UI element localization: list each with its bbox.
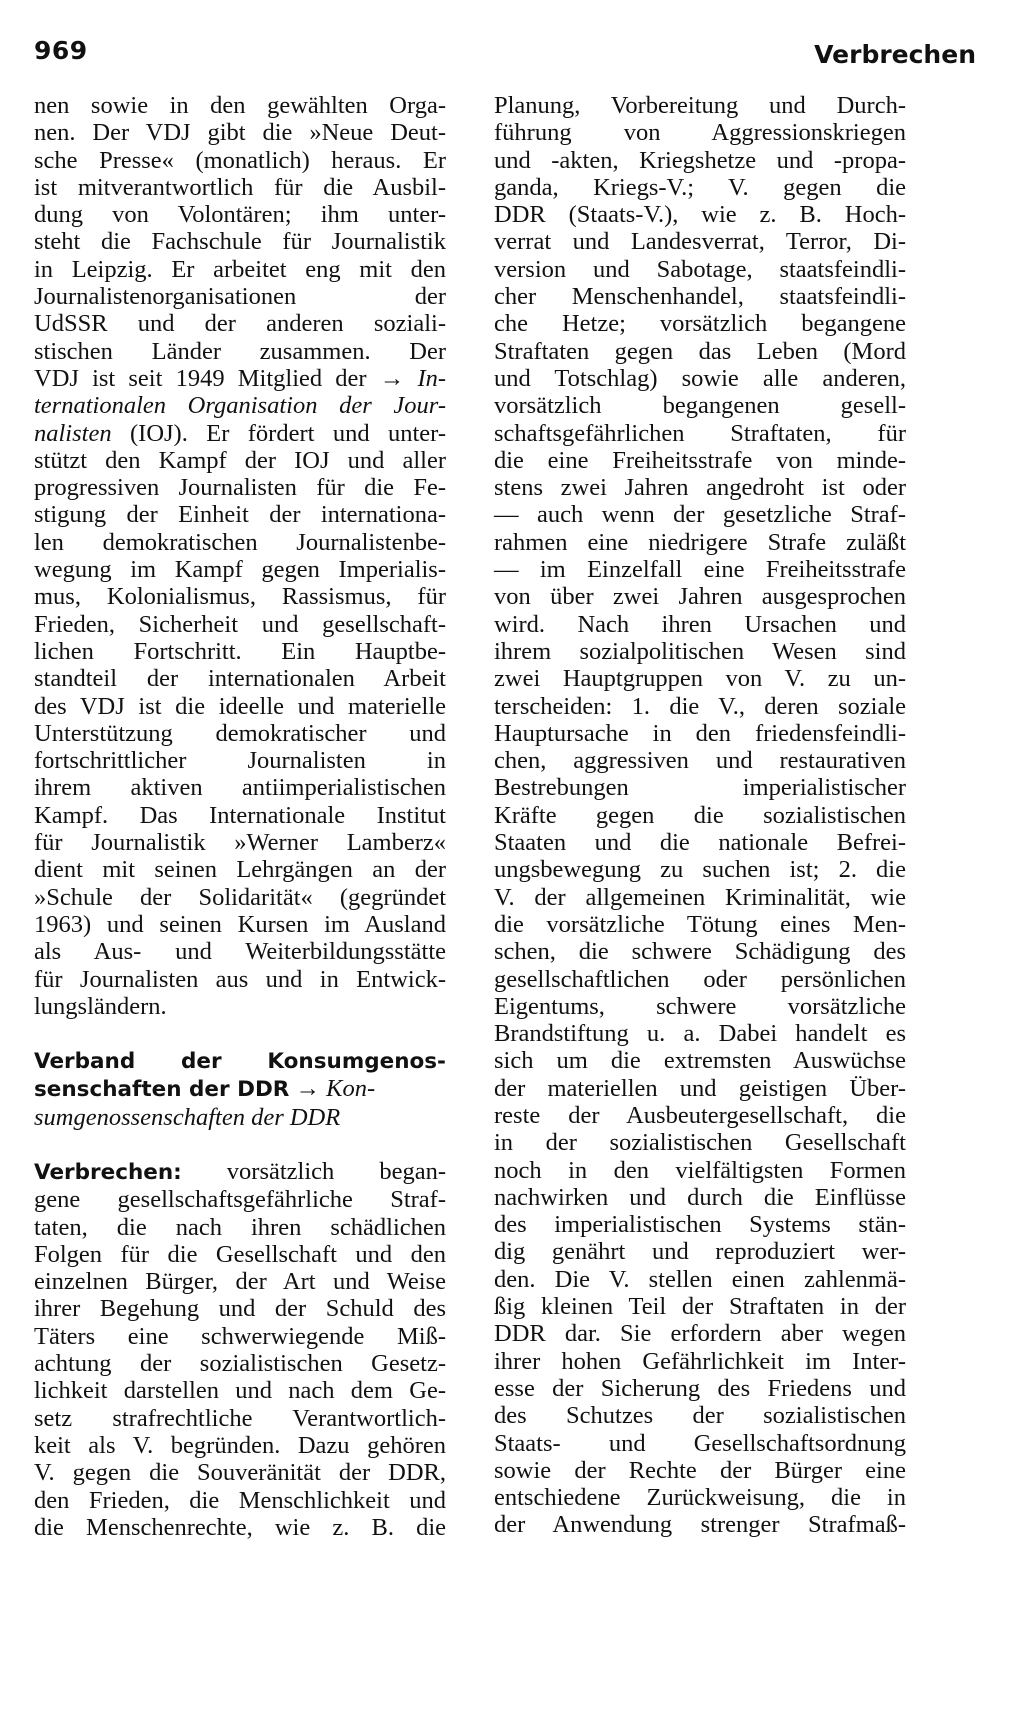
text-line: die eine Freiheitsstrafe von minde- — [494, 446, 906, 474]
konsum-entry — [34, 1047, 446, 1131]
text-line: Planung, Vorbereitung und Durch- — [494, 92, 906, 119]
text-line: ihrem aktiven antiimperialistischen — [34, 774, 446, 802]
text-line: ganda, Kriegs-V.; V. gegen die — [494, 173, 906, 201]
text-line: UdSSR und der anderen soziali- — [34, 310, 446, 338]
text-line: terscheiden: 1. die V., deren soziale — [494, 692, 906, 720]
text-line: Staaten und die nationale Befrei- — [494, 829, 906, 857]
page-header — [34, 36, 976, 76]
vdj-entry-continuation — [34, 92, 446, 1020]
text-line: ist mitverantwortlich für die Ausbil- — [34, 173, 446, 201]
text-line: führung von Aggressionskriegen — [494, 119, 906, 147]
text-line: vorsätzlich begangenen gesell- — [494, 392, 906, 420]
text-line: chen, aggressiven und restaurativen — [494, 747, 906, 775]
text-line: lichkeit darstellen und nach dem Ge- — [34, 1377, 446, 1405]
entry-spacer — [34, 1131, 446, 1158]
text-line: reste der Ausbeutergesellschaft, die — [494, 1101, 906, 1129]
text-line: von über zwei Jahren ausgesprochen — [494, 583, 906, 611]
text-line: ihrem sozialpolitischen Wesen sind — [494, 637, 906, 665]
text-line: dung von Volontären; ihm unter- — [34, 201, 446, 229]
text-line: des imperialistischen Systems stän- — [494, 1211, 906, 1239]
text-line: 1963) und seinen Kursen im Ausland — [34, 910, 446, 938]
verbrechen-entry — [34, 1158, 446, 1541]
text-line: Kräfte gegen die sozialistischen — [494, 801, 906, 829]
text-line: und -akten, Kriegshetze und -propa- — [494, 146, 906, 174]
entry-headword: Verbrechen: — [34, 1159, 182, 1185]
ioj-cross-reference[interactable]: In- — [417, 364, 447, 392]
text-line: lichen Fortschritt. Ein Hauptbe- — [34, 637, 446, 665]
konsum-cross-reference[interactable]: Kon- — [326, 1075, 376, 1103]
text-line: ßig kleinen Teil der Straftaten in der — [494, 1293, 906, 1321]
text-line: sich um die extremsten Auswüchse — [494, 1047, 906, 1075]
entry-headword: Verband der Konsumgenos- — [34, 1049, 446, 1075]
verbrechen-entry-continuation — [494, 92, 906, 1539]
text-line: schaftsgefährlichen Straftaten, für — [494, 419, 906, 447]
text-line: noch in den vielfältigsten Formen — [494, 1156, 906, 1184]
text-line: zwei Hauptgruppen von V. zu un- — [494, 665, 906, 693]
text-line: taten, die nach ihren schädlichen — [34, 1213, 446, 1241]
cross-reference-arrow: → — [379, 364, 405, 392]
text-line: standteil der internationalen Arbeit — [34, 665, 446, 693]
text-line: stens zwei Jahren angedroht ist oder — [494, 474, 906, 502]
text-line: verrat und Landesverrat, Terror, Di- — [494, 228, 906, 256]
text-line: setz strafrechtliche Verantwortlich- — [34, 1404, 446, 1432]
text-line: rahmen eine niedrigere Strafe zuläßt — [494, 528, 906, 556]
text-line: ihrer Begehung und der Schuld des — [34, 1295, 446, 1323]
ioj-cross-reference[interactable]: nalisten — [34, 419, 112, 447]
right-column — [494, 92, 906, 1539]
text-line: — im Einzelfall eine Freiheitsstrafe — [494, 556, 906, 584]
text-line: che Hetze; vorsätzlich begangene — [494, 310, 906, 338]
text-line: gene gesellschaftsgefährliche Straf- — [34, 1186, 446, 1214]
text-line: wird. Nach ihren Ursachen und — [494, 610, 906, 638]
text-line: Hauptursache in den friedensfeindli- — [494, 719, 906, 747]
text-line: Eigentums, schwere vorsätzliche — [494, 992, 906, 1020]
text-line: entschiedene Zurückweisung, die in — [494, 1484, 906, 1512]
text-line: Täters eine schwerwiegende Miß- — [34, 1322, 446, 1350]
text-line: nen sowie in den gewählten Orga- — [34, 92, 446, 119]
text-line: wegung im Kampf gegen Imperialis- — [34, 556, 446, 584]
text-line — [34, 1104, 446, 1131]
text-line: V. gegen die Souveränität der DDR, — [34, 1459, 446, 1487]
text-line: Bestrebungen imperialistischer — [494, 774, 906, 802]
text-line: den. Die V. stellen einen zahlenmä- — [494, 1265, 906, 1293]
text-line: Unterstützung demokratischer und — [34, 719, 446, 747]
entry-spacer — [34, 1020, 446, 1047]
text-line — [34, 392, 446, 419]
text-line: keit als V. begründen. Dazu gehören — [34, 1431, 446, 1459]
text-line: der materiellen und geistigen Über- — [494, 1074, 906, 1102]
text-line: nen. Der VDJ gibt die »Neue Deut- — [34, 119, 446, 147]
text-line: len demokratischen Journalistenbe- — [34, 528, 446, 556]
text-line — [34, 420, 446, 447]
text-line: der Anwendung strenger Strafmaß- — [494, 1511, 906, 1539]
text-line: steht die Fachschule für Journalistik — [34, 228, 446, 256]
text-line: Folgen für die Gesellschaft und den — [34, 1240, 446, 1268]
text-line: V. der allgemeinen Kriminalität, wie — [494, 883, 906, 911]
text-line: für Journalisten aus und in Entwick- — [34, 965, 446, 993]
page-number: 969 — [34, 36, 88, 65]
ioj-cross-reference[interactable]: ternationalen Organisation der Jour- — [34, 392, 446, 420]
text-line: stützt den Kampf der IOJ und aller — [34, 446, 446, 474]
text-line: Straftaten gegen das Leben (Mord — [494, 337, 906, 365]
text-line: nachwirken und durch die Einflüsse — [494, 1183, 906, 1211]
text-line: fortschrittlicher Journalisten in — [34, 747, 446, 775]
text-line: cher Menschenhandel, staatsfeindli- — [494, 283, 906, 311]
text-line: Staats- und Gesellschaftsordnung — [494, 1429, 906, 1457]
text-line: dient mit seinen Lehrgängen an der — [34, 856, 446, 884]
text-line: für Journalistik »Werner Lamberz« — [34, 829, 446, 857]
text-line — [34, 1075, 446, 1103]
text-line: ihrer hohen Gefährlichkeit im Inter- — [494, 1347, 906, 1375]
text-line: stischen Länder zusammen. Der — [34, 337, 446, 365]
text-line: die vorsätzliche Tötung eines Men- — [494, 910, 906, 938]
text-line — [34, 365, 446, 392]
left-column — [34, 92, 446, 1541]
text-line: in der sozialistischen Gesellschaft — [494, 1129, 906, 1157]
text-line: Brandstiftung u. a. Dabei handelt es — [494, 1020, 906, 1048]
text-line: »Schule der Solidarität« (gegründet — [34, 883, 446, 911]
text-line: als Aus- und Weiterbildungsstätte — [34, 938, 446, 966]
text-run: (IOJ). Er fördert und unter- — [111, 419, 446, 447]
text-line: in Leipzig. Er arbeitet eng mit den — [34, 255, 446, 283]
text-line: sowie der Rechte der Bürger eine — [494, 1456, 906, 1484]
text-line: progressiven Journalisten für die Fe- — [34, 474, 446, 502]
text-line: die Menschenrechte, wie z. B. die — [34, 1513, 446, 1541]
cross-reference-arrow: → — [295, 1075, 320, 1103]
text-line: des VDJ ist die ideelle und materielle — [34, 692, 446, 720]
text-line: DDR (Staats-V.), wie z. B. Hoch- — [494, 201, 906, 229]
text-line: sche Presse« (monatlich) heraus. Er — [34, 146, 446, 174]
text-run: VDJ ist seit 1949 Mitglied der — [34, 364, 380, 392]
text-line: Kampf. Das Internationale Institut — [34, 801, 446, 829]
text-line: — auch wenn der gesetzliche Straf- — [494, 501, 906, 529]
text-line: dig genährt und reproduziert wer- — [494, 1238, 906, 1266]
running-head: Verbrechen — [814, 40, 976, 69]
text-line: Frieden, Sicherheit und gesellschaft- — [34, 610, 446, 638]
text-line: den Frieden, die Menschlichkeit und — [34, 1486, 446, 1514]
text-line: ungsbewegung zu suchen ist; 2. die — [494, 856, 906, 884]
text-line: stigung der Einheit der internationa- — [34, 501, 446, 529]
text-line: gesellschaftlichen oder persönlichen — [494, 965, 906, 993]
text-line: mus, Kolonialismus, Rassismus, für — [34, 583, 446, 611]
text-line: achtung der sozialistischen Gesetz- — [34, 1350, 446, 1378]
text-line — [34, 1047, 446, 1075]
text-line: schen, die schwere Schädigung des — [494, 938, 906, 966]
text-line: des Schutzes der sozialistischen — [494, 1402, 906, 1430]
text-line: DDR dar. Sie erfordern aber wegen — [494, 1320, 906, 1348]
text-line: und Totschlag) sowie alle anderen, — [494, 364, 906, 392]
text-line: version und Sabotage, staatsfeindli- — [494, 255, 906, 283]
text-run: vorsätzlich began- — [181, 1157, 446, 1185]
text-line — [34, 1158, 446, 1186]
konsum-cross-reference[interactable]: sumgenossenschaften der DDR — [34, 1103, 341, 1131]
text-line: lungsländern. — [34, 992, 167, 1020]
text-line: esse der Sicherung des Friedens und — [494, 1374, 906, 1402]
text-line: Journalistenorganisationen der — [34, 283, 446, 311]
entry-headword: senschaften der DDR — [34, 1077, 290, 1103]
text-line: einzelnen Bürger, der Art und Weise — [34, 1268, 446, 1296]
